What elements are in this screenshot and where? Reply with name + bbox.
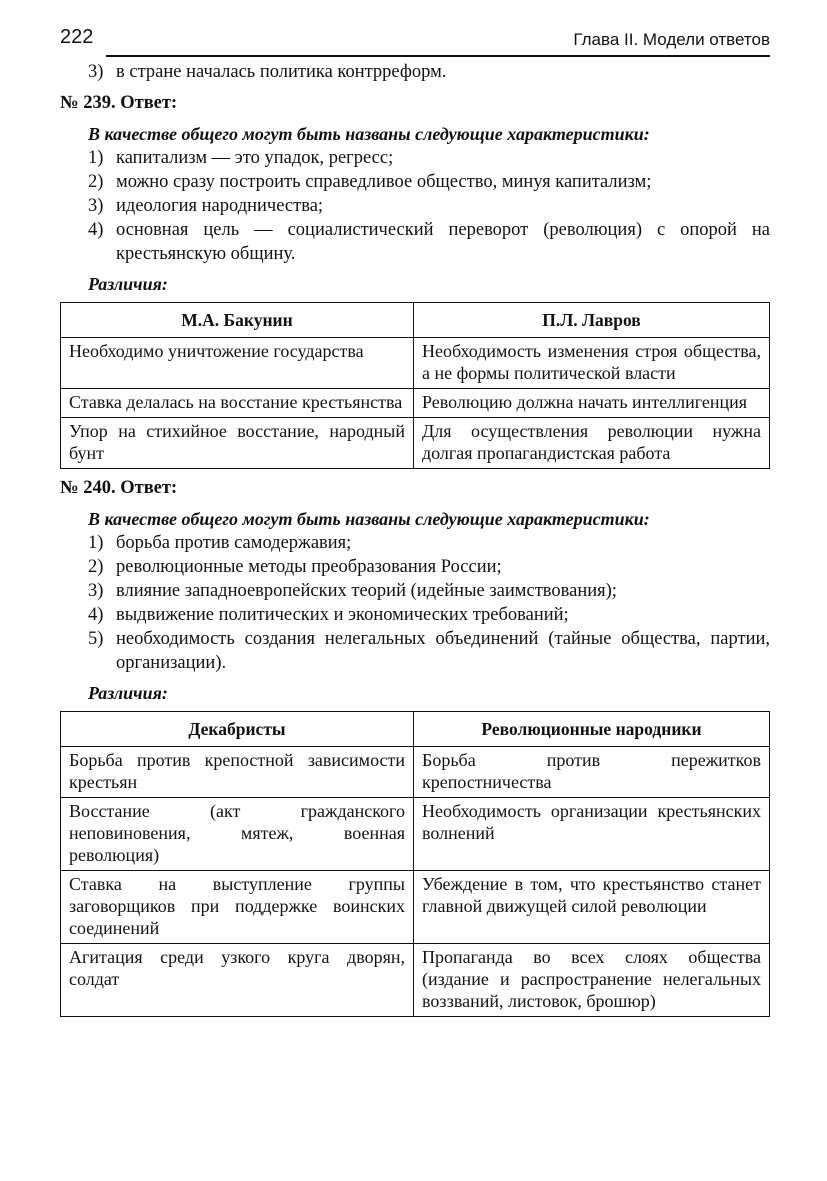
table-cell: Упор на стихийное восстание, народный бунт	[61, 418, 414, 469]
list-item: 1) капитализм — это упадок, регресс;	[88, 148, 394, 168]
table-cell: Ставка на выступление группы заговорщиков при поддержке воинских соединений	[61, 871, 414, 944]
table-row	[61, 389, 770, 418]
table-row	[61, 798, 770, 871]
table-cell: Пропаганда во всех слоях общества (издание и распространение нелегальных воззваний, листовок, брошюр)	[414, 944, 770, 1017]
table-row	[61, 418, 770, 469]
list-item: 5) необходимость создания нелегальных объединений (тайные общества, партии, организации).	[88, 629, 770, 673]
table-cell: Необходимо уничтожение государства	[61, 338, 414, 389]
table-row	[61, 747, 770, 798]
table-header-cell: Декабристы	[61, 712, 414, 747]
table-row	[61, 944, 770, 1017]
list-item: 1) борьба против самодержавия;	[88, 533, 352, 553]
list-item: 3) в стране началась политика контрреформ.	[88, 62, 447, 82]
table-cell: Борьба против пережитков крепостничества	[414, 747, 770, 798]
table-cell: Восстание (акт гражданского неповиновения, мятеж, военная революция)	[61, 798, 414, 871]
table-cell: Борьба против крепостной зависимости крестьян	[61, 747, 414, 798]
table-cell: Необходимость организации крестьянских волнений	[414, 798, 770, 871]
answer-239-differences-label: Различия:	[88, 274, 168, 294]
list-item: 2) можно сразу построить справедливое общество, минуя капитализм;	[88, 172, 652, 192]
answer-240-list	[60, 531, 770, 675]
table-row	[61, 871, 770, 944]
answer-239-table	[60, 302, 770, 469]
list-item: 4) основная цель — социалистический переворот (революция) с опорой на крестьянскую общину.	[88, 220, 770, 264]
answer-240-title: № 240. Ответ:	[60, 478, 178, 498]
table-row	[61, 338, 770, 389]
answer-239-list	[60, 146, 770, 266]
answer-240-table	[60, 711, 770, 1017]
answer-240-intro: В качестве общего могут быть названы следующие характеристики:	[88, 509, 650, 529]
table-header-row	[61, 303, 770, 338]
document-page	[60, 22, 770, 1017]
table-cell: Убеждение в том, что крестьянство станет главной движущей силой революции	[414, 871, 770, 944]
table-header-row	[61, 712, 770, 747]
list-item: 3) влияние западноевропейских теорий (идейные заимствования);	[88, 581, 617, 601]
table-cell: Необходимость изменения строя общества, а не формы политической власти	[414, 338, 770, 389]
page-number: 222	[60, 26, 94, 48]
table-header-cell: Революционные народники	[414, 712, 770, 747]
answer-239-intro: В качестве общего могут быть названы следующие характеристики:	[88, 124, 650, 144]
table-header-cell: П.Л. Лавров	[414, 303, 770, 338]
table-cell: Революцию должна начать интеллигенция	[414, 389, 770, 418]
page-header	[60, 22, 770, 58]
answer-239-title: № 239. Ответ:	[60, 93, 178, 113]
table-cell: Агитация среди узкого круга дворян, солдат	[61, 944, 414, 1017]
table-cell: Для осуществления революции нужна долгая пропагандистская работа	[414, 418, 770, 469]
header-rule	[106, 55, 770, 57]
table-header-cell: М.А. Бакунин	[61, 303, 414, 338]
list-item: 2) революционные методы преобразования России;	[88, 557, 502, 577]
chapter-title: Глава II. Модели ответов	[573, 30, 770, 49]
list-item: 4) выдвижение политических и экономических требований;	[88, 605, 569, 625]
answer-240-differences-label: Различия:	[88, 683, 168, 703]
table-cell: Ставка делалась на восстание крестьянства	[61, 389, 414, 418]
list-item: 3) идеология народничества;	[88, 196, 324, 216]
